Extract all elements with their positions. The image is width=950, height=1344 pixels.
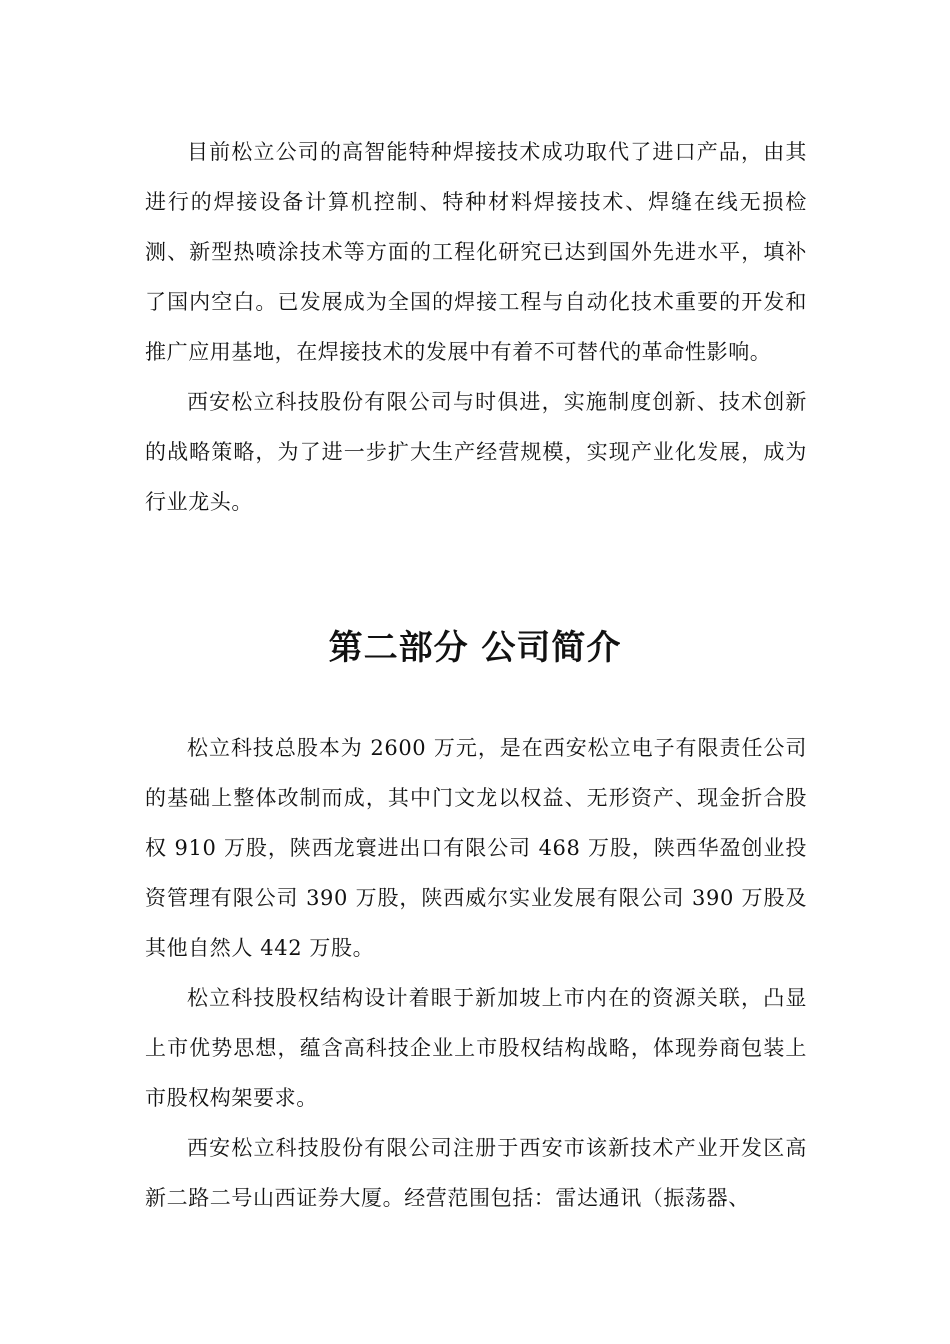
paragraph: 松立科技股权结构设计着眼于新加坡上市内在的资源关联，凸显上市优势思想，蕴含高科技企业上市股权结构战略，体现券商包装上市股权构架要求。 <box>145 986 807 1110</box>
paragraph: 西安松立科技股份有限公司注册于西安市该新技术产业开发区高新二路二号山西证券大厦。经营范围包括：雷达通讯（振荡器、 <box>145 1136 807 1210</box>
section-heading: 第二部分 公司简介 <box>328 628 622 668</box>
intro-text-block <box>145 127 807 527</box>
paragraph: 西安松立科技股份有限公司与时俱进，实施制度创新、技术创新的战略策略，为了进一步扩大生产经营规模，实现产业化发展，成为行业龙头。 <box>145 390 807 514</box>
company-profile-text-block <box>145 723 807 1223</box>
paragraph: 松立科技总股本为 2600 万元，是在西安松立电子有限责任公司的基础上整体改制而成，其中门文龙以权益、无形资产、现金折合股权 910 万股，陕西龙寰进出口有限公司 468 万股，陕西华盈创业投资管理有限公司 390 万股，陕西威尔实业发展有限公司 390 万股及其他自然人 442 万股。 <box>145 736 807 960</box>
paragraph: 目前松立公司的高智能特种焊接技术成功取代了进口产品，由其进行的焊接设备计算机控制、特种材料焊接技术、焊缝在线无损检测、新型热喷涂技术等方面的工程化研究已达到国外先进水平，填补了国内空白。已发展成为全国的焊接工程与自动化技术重要的开发和推广应用基地，在焊接技术的发展中有着不可替代的革命性影响。 <box>145 140 807 364</box>
